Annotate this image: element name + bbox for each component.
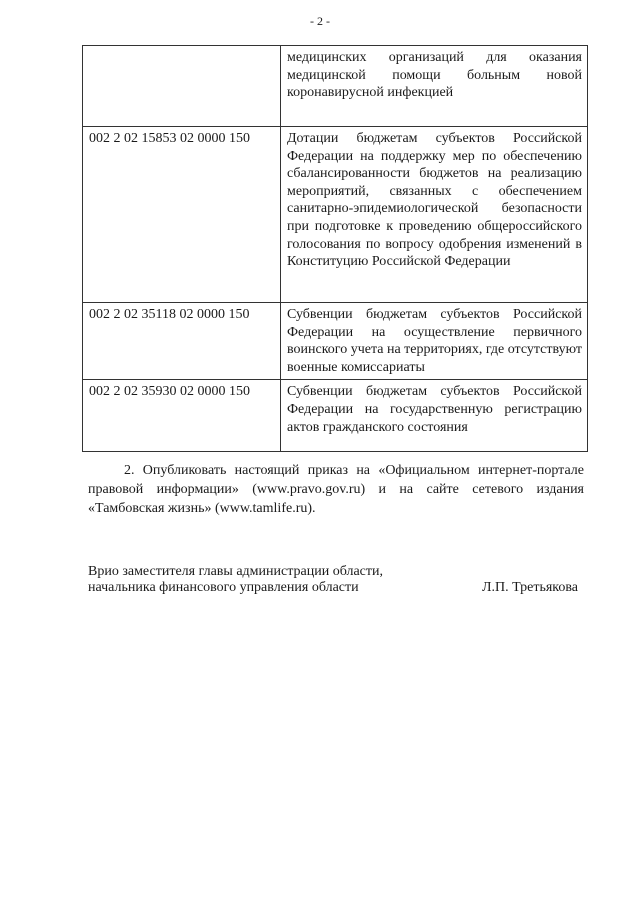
table-row (83, 127, 588, 303)
signature-block (88, 564, 578, 596)
table-cell-code: 002 2 02 35930 02 0000 150 (83, 380, 281, 452)
signatory-position-line1: Врио заместителя главы администрации области, (88, 564, 383, 579)
page-number: - 2 - (310, 14, 330, 28)
table-row (83, 380, 588, 452)
signatory-position-line2: начальника финансового управления области (88, 580, 359, 595)
table-cell-description: медицинских организаций для оказания медицинской помощи больным новой коронавирусной инфекцией (281, 46, 588, 127)
table-cell-description: Субвенции бюджетам субъектов Российской Федерации на осуществление первичного воинского учета на территориях, где отсутствуют военные комиссариаты (281, 303, 588, 380)
signatory-name: Л.П. Третьякова (481, 580, 578, 595)
publication-paragraph: 2. Опубликовать настоящий приказ на «Официальном интернет-портале правовой информации» (www.pravo.gov.ru) и на сайте сетевого издания «Тамбовская жизнь» (www.tamlife.ru). (88, 463, 584, 516)
budget-classification-table (82, 45, 588, 452)
table-cell-code: 002 2 02 35118 02 0000 150 (83, 303, 281, 380)
table-cell-description: Дотации бюджетам субъектов Российской Федерации на поддержку мер по обеспечению сбалансированности бюджетов на реализацию мероприятий, связанных с обеспечением санитарно-эпидемиологической безопасности при подготовке к проведению общероссийского голосования по вопросу одобрения изменений в Конституцию Российской Федерации (281, 127, 588, 303)
table-row (83, 303, 588, 380)
table-cell-code: 002 2 02 15853 02 0000 150 (83, 127, 281, 303)
table-row (83, 46, 588, 127)
table-cell-description: Субвенции бюджетам субъектов Российской Федерации на государственную регистрацию актов гражданского состояния (281, 380, 588, 452)
table-cell-code (83, 46, 281, 127)
